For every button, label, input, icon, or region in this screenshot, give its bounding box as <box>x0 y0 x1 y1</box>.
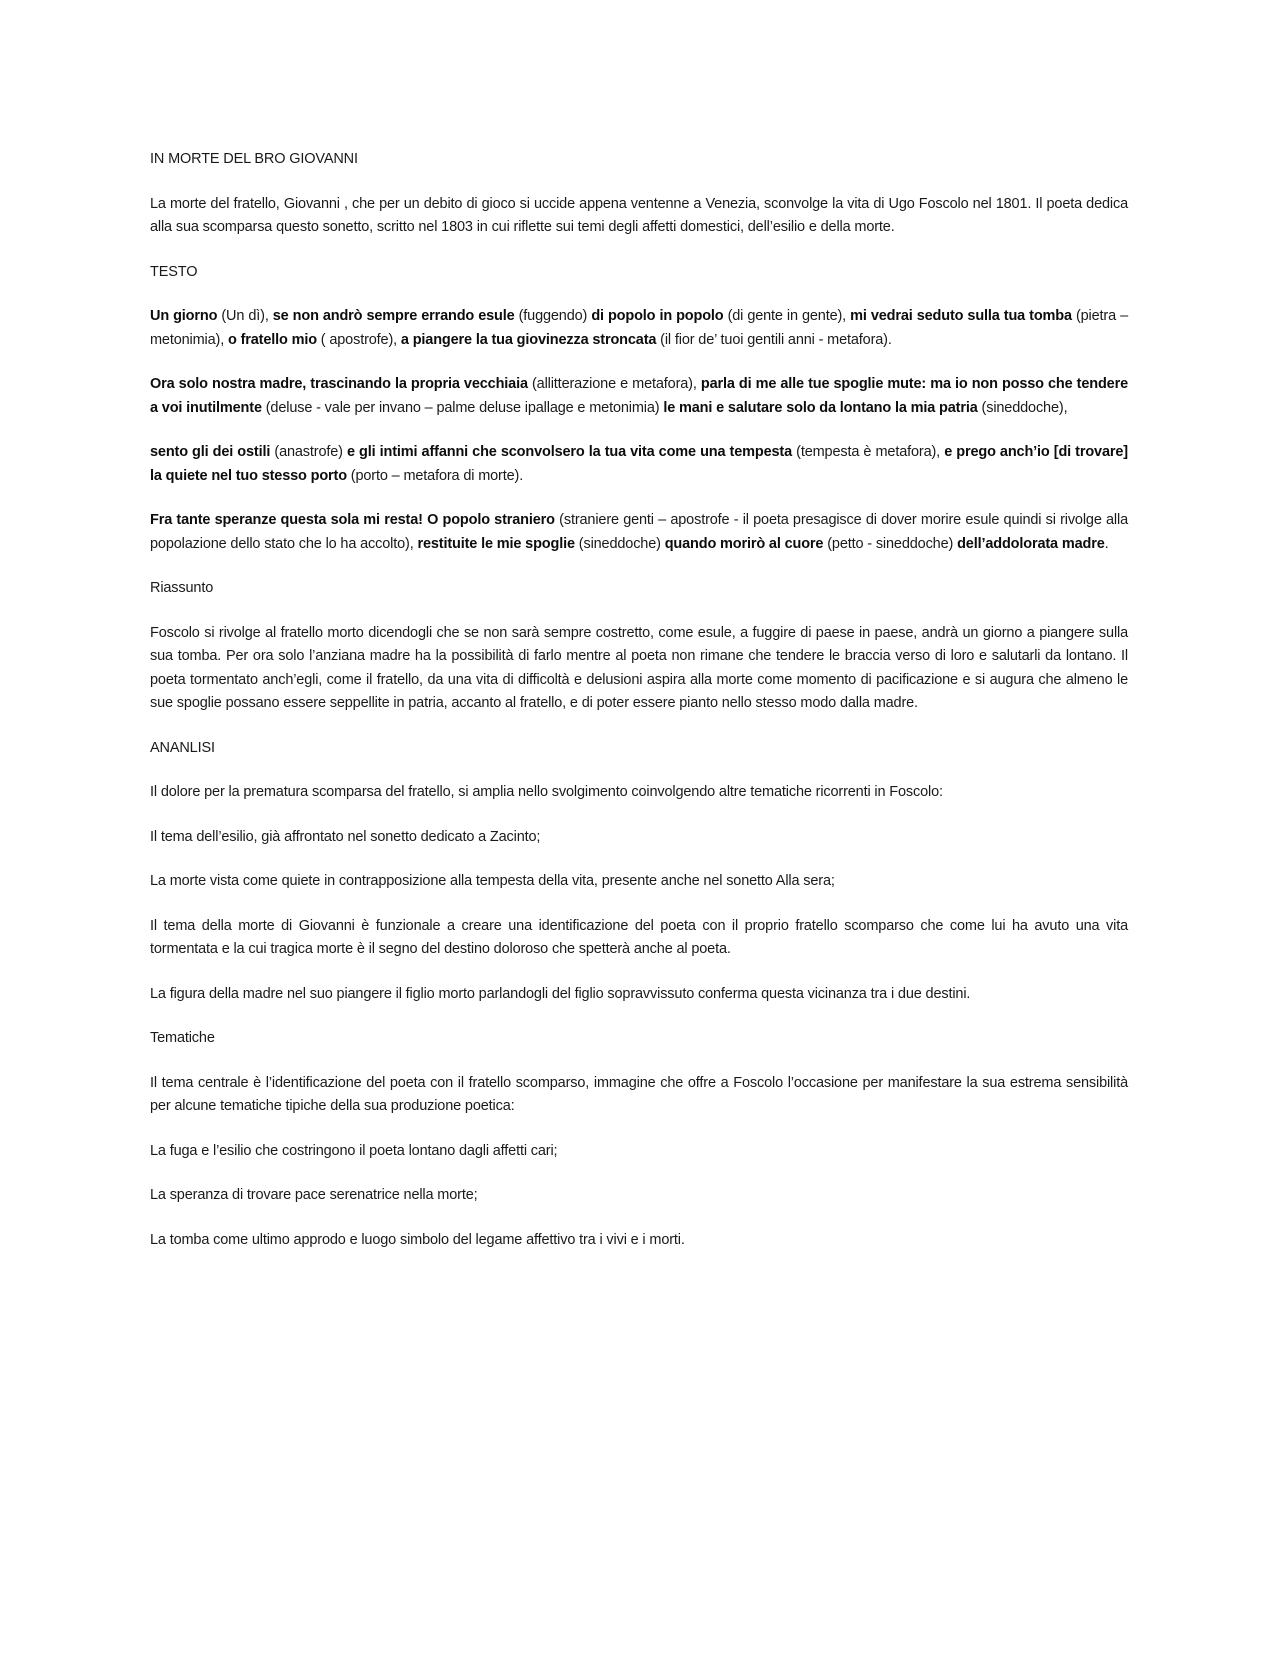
testo-paragraph-1 <box>150 305 1128 352</box>
text-run: (di gente in gente), <box>723 308 851 324</box>
text-run: (fuggendo) <box>514 308 592 324</box>
testo-paragraph-4 <box>150 509 1128 556</box>
testo-paragraph-3 <box>150 441 1128 488</box>
testo-heading: TESTO <box>150 263 198 280</box>
text-run: (Un dì), <box>217 308 273 324</box>
bold-text-run: dell’addolorata madre <box>957 535 1105 552</box>
text-run: (anastrofe) <box>270 444 347 460</box>
analisi-paragraph-5: La figura della madre nel suo piangere il figlio morto parlandogli del figlio sopravvissuto conferma questa vicinanza tra i due destini. <box>150 985 971 1002</box>
bold-text-run: parla di me alle tue spoglie mute: ma io non posso che tendere a voi inutilmente <box>150 376 1129 416</box>
bold-text-run: sento gli dei ostili <box>150 444 271 460</box>
text-run: (sineddoche), <box>977 399 1068 416</box>
riassunto-paragraph: Foscolo si rivolge al fratello morto dicendogli che se non sarà sempre costretto, come esule, a fuggire di paese in paese, andrà un giorno a piangere sulla sua tomba. Per ora solo l’anziana madre ha la possibilità di farlo mentre al poeta non rimane che tendere le braccia verso di loro e salutarli da lontano. Il poeta tormentato anch’egli, come il fratello, da una vita di difficoltà e delusioni aspira alla morte come momento di pacificazione e si augura che almeno le sue spoglie possano essere seppellite in patria, accanto al fratello, e di poter essere pianto nello stesso modo dalla madre. <box>150 624 1128 711</box>
text-run: . <box>1104 535 1109 552</box>
text-run: (deluse - vale per invano – palme deluse ipallage e metonimia) <box>261 399 664 416</box>
tematiche-paragraph-2: La fuga e l’esilio che costringono il poeta lontano dagli affetti cari; <box>150 1142 558 1159</box>
bold-text-run: a piangere la tua giovinezza stroncata <box>400 331 657 348</box>
bold-text-run: di popolo in popolo <box>591 308 724 324</box>
bold-text-run: e gli intimi affanni che sconvolsero la tua vita come una tempesta <box>347 444 793 460</box>
text-run: (straniere genti – apostrofe - il poeta presagisce di dover morire esule quindi si rivolge alla popolazione dello stato che lo ha accolto), <box>150 512 1128 552</box>
bold-text-run: mi vedrai seduto sulla tua tomba <box>850 308 1072 324</box>
tematiche-paragraph-4: La tomba come ultimo approdo e luogo simbolo del legame affettivo tra i vivi e i morti. <box>150 1231 685 1248</box>
bold-text-run: e prego anch’io [di trovare] la quiete nel tuo stesso porto <box>150 444 1128 484</box>
bold-text-run: Fra tante speranze questa sola mi resta! O popolo straniero <box>150 512 555 528</box>
text-run: (allitterazione e metafora), <box>527 376 701 392</box>
riassunto-heading: Riassunto <box>150 580 214 596</box>
text-run: (petto - sineddoche) <box>823 535 958 552</box>
tematiche-paragraph-3: La speranza di trovare pace serenatrice nella morte; <box>150 1187 478 1203</box>
text-run: (il fior de’ tuoi gentili anni - metafora). <box>656 331 892 348</box>
bold-text-run: o fratello mio <box>227 331 317 348</box>
intro-paragraph: La morte del fratello, Giovanni , che per un debito di gioco si uccide appena ventenne a Venezia, sconvolge la vita di Ugo Foscolo nel 1801. Il poeta dedica alla sua scomparsa questo sonetto, scritto nel 1803 in cui riflette sui temi degli affetti domestici, dell’esilio e della morte. <box>150 195 1128 235</box>
analisi-paragraph-1: Il dolore per la prematura scomparsa del fratello, si amplia nello svolgimento coinvolgendo altre tematiche ricorrenti in Foscolo: <box>150 784 943 800</box>
analisi-heading: ANANLISI <box>150 739 215 756</box>
text-run: (pietra – metonimia), <box>150 308 1128 348</box>
text-run: (tempesta è metafora), <box>792 444 945 460</box>
bold-text-run: quando morirò al cuore <box>664 535 824 552</box>
bold-text-run: restituite le mie spoglie <box>417 535 575 552</box>
bold-text-run: se non andrò sempre errando esule <box>272 308 515 324</box>
tematiche-heading: Tematiche <box>150 1030 215 1046</box>
bold-text-run: le mani e salutare solo da lontano la mia patria <box>663 399 978 416</box>
testo-paragraph-2 <box>150 373 1128 420</box>
analisi-paragraph-2: Il tema dell’esilio, già affrontato nel sonetto dedicato a Zacinto; <box>150 828 541 845</box>
bold-text-run: Un giorno <box>150 308 218 324</box>
text-run: ( apostrofe), <box>316 331 401 348</box>
document-title: IN MORTE DEL BRO GIOVANNI <box>150 151 358 167</box>
text-run: (porto – metafora di morte). <box>346 467 524 484</box>
document-page <box>150 148 1128 1273</box>
tematiche-paragraph-1: Il tema centrale è l’identificazione del poeta con il fratello scomparso, immagine che offre a Foscolo l’occasione per manifestare la sua estrema sensibilità per alcune tematiche tipiche della sua produzione poetica: <box>150 1074 1128 1114</box>
bold-text-run: Ora solo nostra madre, trascinando la propria vecchiaia <box>150 376 528 392</box>
text-run: (sineddoche) <box>574 535 665 552</box>
analisi-paragraph-3: La morte vista come quiete in contrapposizione alla tempesta della vita, presente anche nel sonetto Alla sera; <box>150 873 835 889</box>
analisi-paragraph-4: Il tema della morte di Giovanni è funzionale a creare una identificazione del poeta con il proprio fratello scomparso che come lui ha avuto una vita tormentata e la cui tragica morte è il segno del destino doloroso che spetterà anche al poeta. <box>150 917 1128 957</box>
